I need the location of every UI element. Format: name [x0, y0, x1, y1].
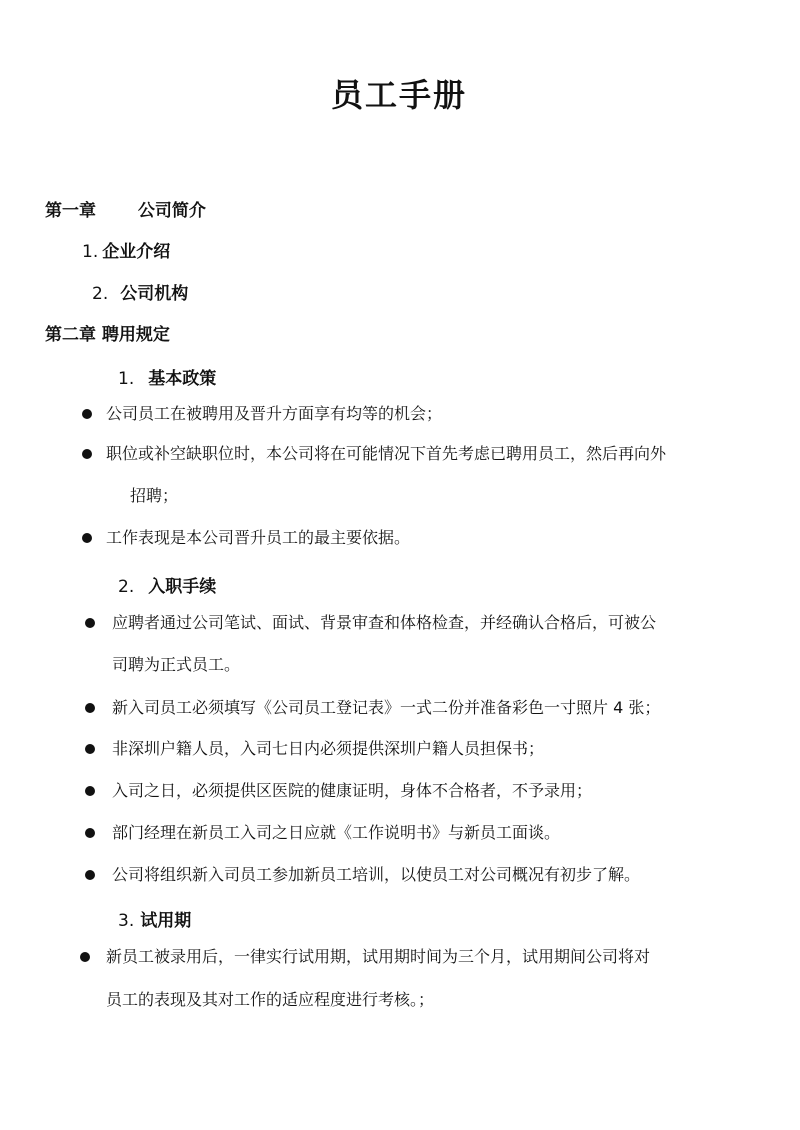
bullet-icon — [85, 744, 95, 754]
bullet-icon — [85, 786, 95, 796]
bullet-icon — [82, 449, 92, 459]
section-title: 入职手续 — [148, 577, 217, 597]
bullet-text-continued: 员工的表现及其对工作的适应程度进行考核。； — [106, 990, 435, 1009]
bullet-text: 入司之日，必须提供区医院的健康证明，身体不合格者，不予录用； — [112, 781, 593, 800]
item-number: 2. — [92, 284, 109, 304]
bullet-icon — [82, 409, 92, 419]
bullet-text: 新员工被录用后，一律实行试用期，试用期时间为三个月，试用期间公司将对 — [106, 947, 651, 966]
bullet-icon — [85, 618, 95, 628]
bullet-icon — [85, 828, 95, 838]
item-text: 企业介绍 — [102, 242, 171, 262]
bullet-text-continued: 司聘为正式员工。 — [112, 655, 241, 674]
section-title: 基本政策 — [148, 369, 217, 389]
section-probation-heading — [118, 906, 191, 931]
bullet-icon — [80, 952, 90, 962]
chapter-1-label: 第一章 — [45, 201, 96, 221]
section-onboarding-heading — [118, 572, 216, 597]
section-number: 1. — [118, 369, 135, 389]
section-number: 3. — [118, 911, 135, 931]
bullet-text: 新入司员工必须填写《公司员工登记表》一式二份并准备彩色一寸照片 4 张； — [112, 698, 661, 717]
bullet-icon — [82, 533, 92, 543]
page-title: 员工手册 — [331, 76, 468, 114]
bullet-text: 非深圳户籍人员，入司七日内必须提供深圳户籍人员担保书； — [112, 739, 545, 758]
toc-item-company-structure — [92, 279, 188, 304]
section-basic-policy-heading — [118, 364, 216, 389]
bullet-text: 公司员工在被聘用及晋升方面享有均等的机会； — [106, 404, 443, 423]
bullet-text: 应聘者通过公司笔试、面试、背景审查和体格检查，并经确认合格后，可被公 — [112, 613, 657, 632]
section-title: 试用期 — [140, 911, 192, 931]
bullet-text: 职位或补空缺职位时，本公司将在可能情况下首先考虑已聘用员工，然后再向外 — [106, 444, 667, 463]
bullet-text: 工作表现是本公司晋升员工的最主要依据。 — [106, 528, 411, 547]
bullet-text: 公司将组织新入司员工参加新员工培训，以使员工对公司概况有初步了解。 — [112, 865, 641, 884]
chapter-1-name: 公司简介 — [137, 201, 206, 221]
toc-item-enterprise-intro — [82, 237, 170, 262]
bullet-text-continued: 招聘； — [130, 486, 179, 505]
bullet-icon — [85, 870, 95, 880]
item-number: 1. — [82, 242, 99, 262]
bullet-icon — [85, 703, 95, 713]
item-text: 公司机构 — [120, 284, 189, 304]
section-number: 2. — [118, 577, 135, 597]
chapter-1-heading — [45, 196, 206, 221]
bullet-text: 部门经理在新员工入司之日应就《工作说明书》与新员工面谈。 — [112, 823, 561, 842]
chapter-2-heading: 第二章 聘用规定 — [45, 325, 170, 345]
